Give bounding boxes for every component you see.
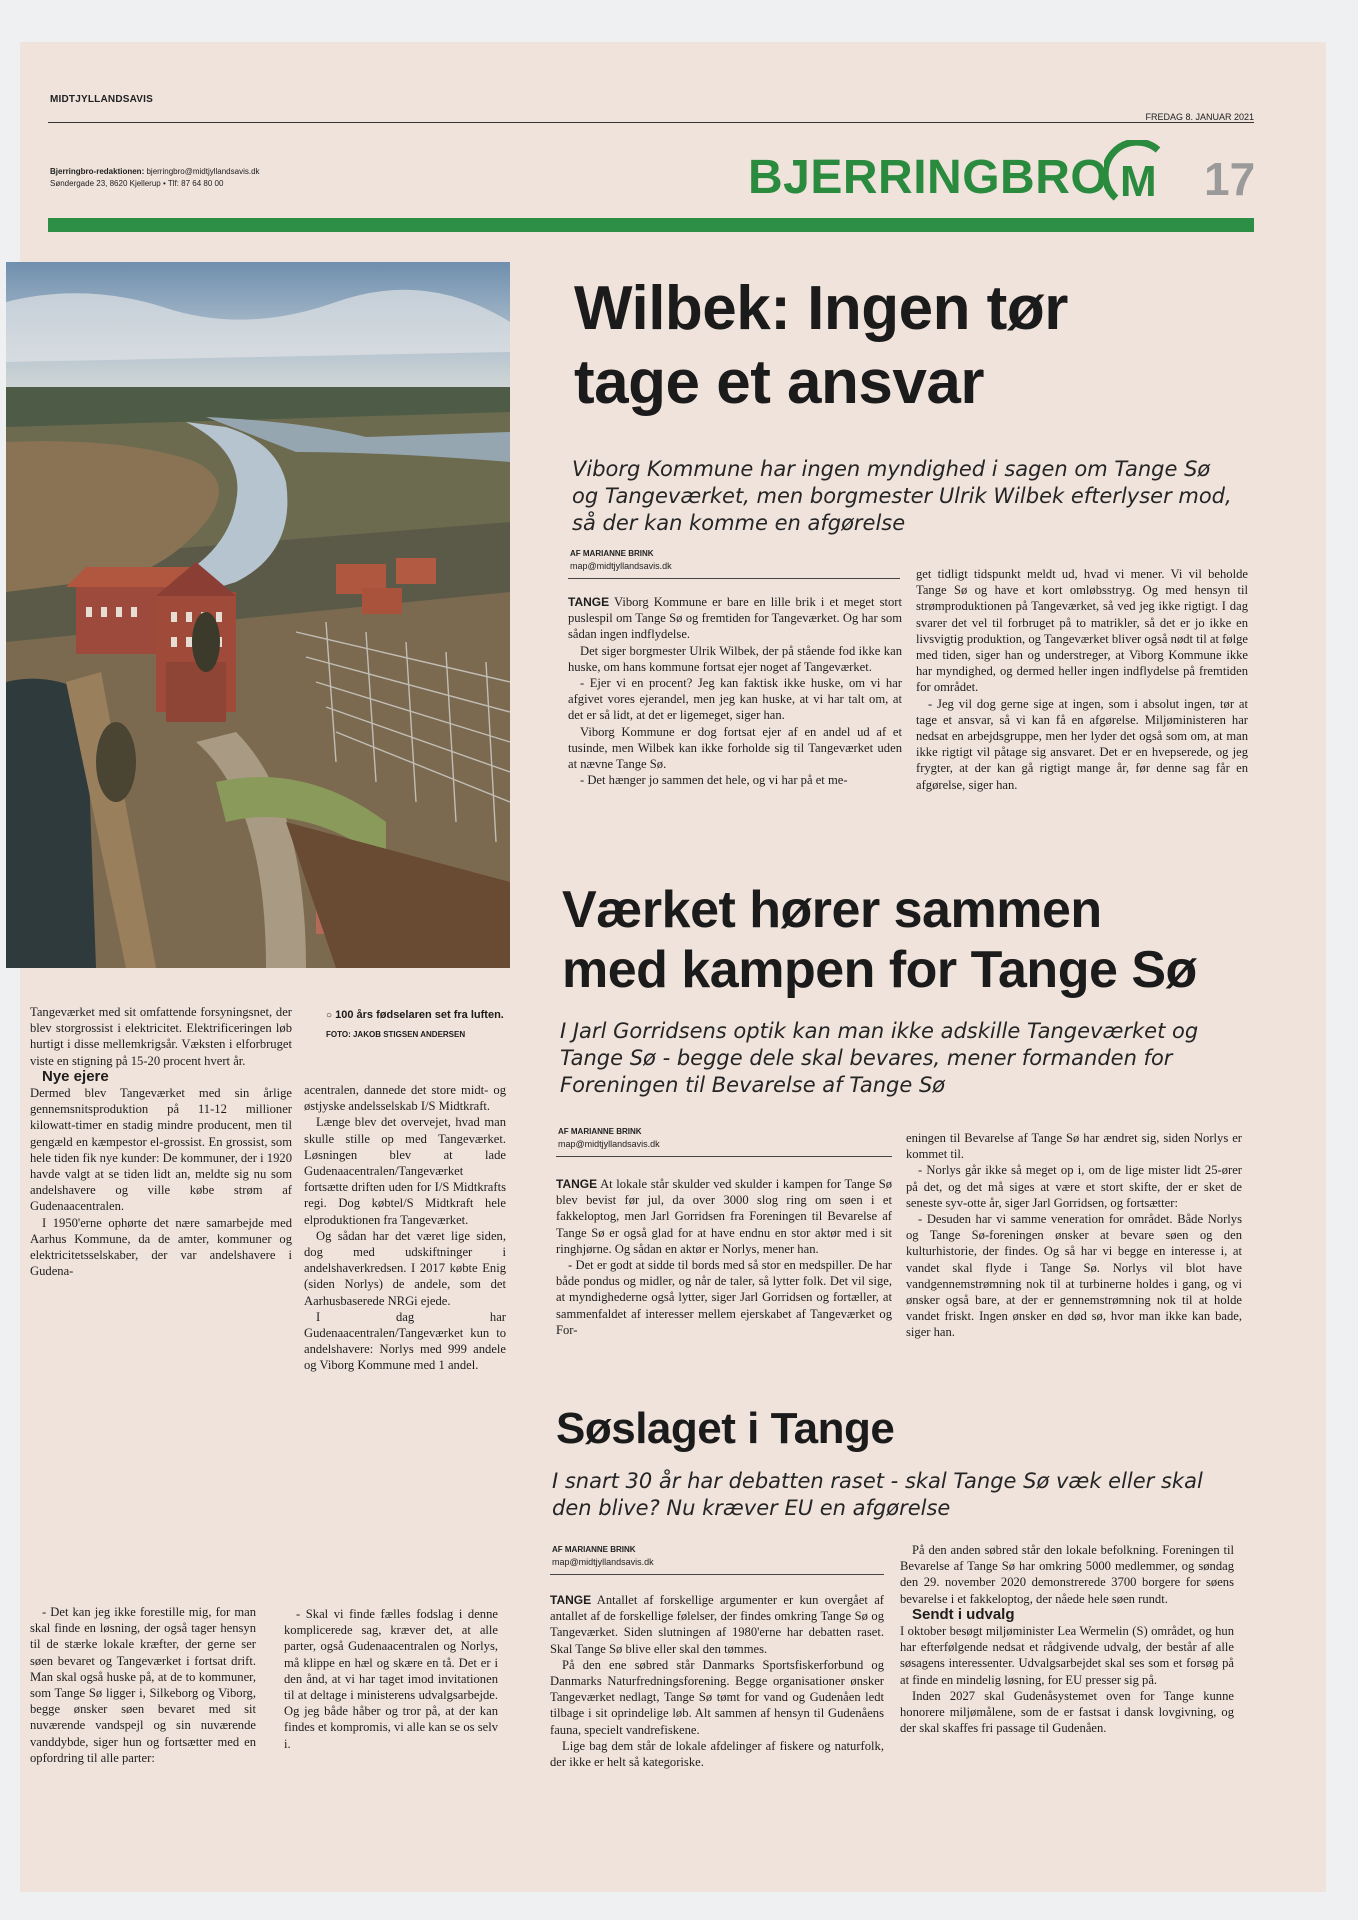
headline-soslaget: Søslaget i Tange [556, 1404, 895, 1453]
article-wilbek-col1 [568, 594, 902, 788]
paragraph: I oktober besøgt miljøminister Lea Wermelin (S) området, og hun har efterfølgende nedsat et rådgivende udvalg, der består af alle søsagens interessenter. Udvalgsarbejdet skal ses som et forsøg på at finde en mindelig løsning, for EU presser sig på. [900, 1624, 1234, 1687]
byline-rule [550, 1574, 884, 1575]
deck-soslaget: I snart 30 år har debatten raset - skal Tange Sø væk eller skal den blive? Nu kræver EU en afgørelse [552, 1469, 1203, 1520]
paragraph: Viborg Kommune er dog fortsat ejer af en andel ud af et tusinde, men Wilbek kan ikke forholde sig til Tangeværket uden at nævne Tange Sø. [568, 724, 902, 772]
top-rule [48, 122, 1254, 123]
midtjyllandsavis-logo-icon [1104, 140, 1170, 206]
byline-wilbek [570, 548, 672, 572]
paragraph: På den anden søbred står den lokale befolkning. Foreningen til Bevarelse af Tange Sø har omkring 5000 medlemmer, og søndag den 29. november 2020 demonstrerede 3700 borgere for søens bevarelse i et fakkeloptog, der nåede hele søen rundt. [900, 1543, 1234, 1606]
photo-caption [326, 1008, 506, 1042]
editorial-contact [50, 166, 260, 190]
paragraph: eningen til Bevarelse af Tange Sø har ændret sig, siden Norlys er kommet til. [906, 1131, 1242, 1162]
paragraph: - Norlys går ikke så meget op i, om de lige mister lidt 25-ører på det, og det må siges at være et stort skifte, der er sket de seneste syv-otte år, siger Jarl Gorridsen, og fortsætter: [906, 1163, 1242, 1210]
editorial-label: Bjerringbro-redaktionen: [50, 167, 145, 176]
subheading: Nye ejere [42, 1067, 109, 1085]
headline-vaerket [562, 880, 1242, 1000]
paragraph: I 1950'erne ophørte det nære samarbejde med Aarhus Kommune, da de amter, kommuner og elektricitetsselskaber, der var andelshavere i Gudena- [30, 1215, 292, 1279]
author-email: map@midtjyllandsavis.dk [552, 1557, 654, 1567]
subheading: Sendt i udvalg [912, 1605, 1015, 1623]
article-history-col2 [304, 1082, 506, 1374]
photo-credit: FOTO: JAKOB STIGSEN ANDERSEN [326, 1030, 466, 1039]
paragraph: At lokale står skulder ved skulder i kampen for Tange Sø blev bevist før jul, da over 3000 slog ring om søen i et fakkeloptog, men Jarl Gorridsen fra Foreningen til Bevarelse af Tange Sø er også glad for at have endnu en stor aktør med i sit ringhjørne. Og sådan en aktør er Norlys, mener han. [556, 1177, 892, 1256]
byline-rule [556, 1156, 892, 1157]
author: AF MARIANNE BRINK [558, 1127, 642, 1136]
section-bar [48, 218, 1254, 232]
paragraph: Viborg Kommune er bare en lille brik i et meget stort puslespil om Tange Sø og fremtiden for Tangeværket. Og har som sådan ingen indflydelse. [568, 595, 902, 642]
paragraph: - Det hænger jo sammen det hele, og vi har på et me- [580, 773, 848, 788]
editorial-address: Søndergade 23, 8620 Kjellerup • Tlf: 87 64 80 00 [50, 179, 224, 188]
paragraph: get tidligt tidspunkt meldt ud, hvad vi mener. Vi vil beholde Tange Sø og have et kort omløbsstryg. Og med hensyn til strømproduktionen på Tangeværket, så ved jeg ikke rigtigt. I dag svarer det vel til forbruget på to matrikler, så det er jo ikke en livsvigtig produktion, og Tangeværket bliver også nødt til at følge med tiden, siger han og understreger, at Viborg Kommune ikke har myndighed, og dermed heller ingen indflydelse på fremtiden for området. [916, 567, 1248, 695]
paragraph: - Ejer vi en procent? Jeg kan faktisk ikke huske, om vi har afgivet vores ejerandel, men jeg kan huske, at vi har talt om, at det er så lidt, at det er ligemeget, siger han. [568, 676, 902, 723]
paragraph: - Det kan jeg ikke forestille mig, for man skal finde en løsning, der også tager hensyn til de stærke lokale kræfter, der gerne ser søen bevaret og Tangeværket i fortsat drift. Man skal også huske på, at de to kommuner, som Tange Sø ligger i, Silkeborg og Viborg, begge ønsker søen bevaret med sit nuværende vandspejl og sin nuværende vanddybde, siger hun og fortsætter med en opfordring til alle parter: [30, 1605, 256, 1765]
paragraph: - Skal vi finde fælles fodslag i denne komplicerede sag, kræver det, at alle parter, også Gudenaacentralen og Norlys, må klippe en hæl og skære en tå. Det er i den ånd, at vi har taget imod invitationen til at deltage i ministerens udvalgsarbejde. Og jeg både håber og tror på, at der kan findes et kompromis, vi alle kan se os selv i. [284, 1607, 498, 1751]
headline-line: tage et ansvar [574, 348, 984, 417]
deck-vaerket: I Jarl Gorridsens optik kan man ikke adskille Tangeværket og Tange Sø - begge dele skal bevares, mener formanden for Foreningen til Bevarelse af Tange Sø [560, 1019, 1199, 1097]
paragraph: Og sådan har det været lige siden, dog med udskiftninger i andelshaverkredsen. I 2017 købte Enig (siden Norlys) de andele, som det Aarhusbaserede NRGi ejede. [304, 1228, 506, 1308]
caption-text: 100 års fødselaren set fra luften. [335, 1009, 504, 1021]
paragraph: - Det er godt at sidde til bords med så stor en medspiller. De har både pondus og midler, og når de taler, så lytter folk. Det vil sige, at myndighederne også lytter, siger Jarl Gorridsen og fortæller, at sammenfaldet af interesser mellem ejerskabet af Tangeværket og For- [556, 1258, 892, 1337]
svg-text:M: M [1120, 157, 1157, 206]
byline-soslaget [552, 1544, 654, 1568]
page-number: 17 [1204, 153, 1256, 205]
aerial-photo-tangevaerket [6, 262, 510, 968]
paragraph: - Jeg vil dog gerne sige at ingen, som i absolut ingen, tør at tage et ansvar, så vi kan få en afgørelse. Miljøministeren har nedsat en arbejdsgruppe, men her lyder det også som om, at man ikke rigtigt vil påtage sig ansvaret. Det er en hvepserede, og jeg frygter, at der kan gå rigtigt mange år, før denne sag får en afgørelse, siger han. [916, 696, 1248, 792]
dateline: TANGE [550, 1593, 592, 1607]
headline-line: Wilbek: Ingen tør [574, 274, 1068, 343]
article-history-col1 [30, 1004, 292, 1279]
author: AF MARIANNE BRINK [552, 1545, 636, 1554]
issue-date: FREDAG 8. JANUAR 2021 [1145, 112, 1254, 122]
dateline: TANGE [556, 1177, 598, 1191]
editorial-email: bjerringbro@midtjyllandsavis.dk [146, 167, 260, 176]
paragraph: Dermed blev Tangeværket med sin årlige gennemsnitsproduktion på 11-12 millioner kilowatt-timer en stadig mindre producent, men til gengæld en kæmpestor el-grossist. En grossist, som hele tiden fik nye kunder: De kommuner, der i 1920 havde valgt at se tiden lidt an, meldte sig nu som andelshavere og ville købe strøm af Gudenaacentralen. [30, 1086, 292, 1214]
paragraph: - Desuden har vi samme veneration for området. Både Norlys og Tange Sø-foreningen ønsker at bevare søen og den kulturhistorie, der findes. Og så har vi begge en interesse i, at vandet skal flyde i Tange Sø. Norlys vil blot have vandgennemstrømning nok til at turbinerne holdes i gang, og vi ønsker også bare, at der er gennemstrømning nok til at holde vandet friskt. Ingen ønsker en død sø, hvor man ikke kan bade, siger han. [906, 1212, 1242, 1340]
article-soslaget-col2 [900, 1542, 1234, 1736]
caption-bullet-icon: ○ [326, 1010, 333, 1021]
paragraph: På den ene søbred står Danmarks Sportsfiskerforbund og Danmarks Naturfredningsforening. Begge organisationer ønsker Tangeværket nedlagt, Tange Sø tømt for vand og Gudenåen ledt tilbage i sit oprindelige løb. Alt sammen af hensyn til Gudenåens fauna, specielt vandrefiskene. [550, 1657, 884, 1737]
paragraph: Antallet af forskellige argumenter er kun overgået af antallet af de forskellige følelser, der findes omkring Tange Sø og Tangeværket. Siden slutningen af 1980'erne har debatten raset. Skal Tange Sø blive eller skal den tømmes. [550, 1593, 884, 1656]
article-wilbek-col2 [916, 566, 1248, 793]
paragraph: Tangeværket med sit omfattende forsyningsnet, der blev storgrossist i elektricitet. Elektrificeringen løb hurtigt i disse mellemkrigsår. Væksten i elforbruget viste en stigning på 15-20 procent hvert år. [30, 1005, 292, 1068]
author-email: map@midtjyllandsavis.dk [558, 1139, 660, 1149]
article-continuation-col2 [284, 1606, 498, 1752]
dateline: TANGE [568, 595, 610, 609]
author-email: map@midtjyllandsavis.dk [570, 561, 672, 571]
article-vaerket-col2 [906, 1130, 1242, 1341]
author: AF MARIANNE BRINK [570, 549, 654, 558]
paragraph: acentralen, dannede det store midt- og østjyske andelsselskab I/S Midtkraft. [304, 1083, 506, 1114]
article-soslaget-col1 [550, 1592, 884, 1770]
paragraph: Inden 2027 skal Gudenåsystemet oven for Tange kunne honorere miljømålene, som de er fastsat i dansk lovgivning, og der skal skaffes fri passage til Gudenåen. [900, 1688, 1234, 1736]
paragraph: Det siger borgmester Ulrik Wilbek, der på stående fod ikke kan huske, om hans kommune fortsat ejer noget af Tangeværket. [568, 643, 902, 674]
newspaper-name: MIDTJYLLANDSAVIS [50, 94, 154, 105]
deck-wilbek: Viborg Kommune har ingen myndighed i sagen om Tange Sø og Tangeværket, men borgmester Ulrik Wilbek efterlyser mod, så der kan komme en afgørelse [572, 457, 1232, 535]
headline-wilbek [574, 272, 1234, 420]
section-title: BJERRINGBRO [748, 151, 1109, 204]
byline-rule [568, 578, 900, 579]
headline-line: med kampen for Tange Sø [562, 941, 1197, 999]
byline-vaerket [558, 1126, 660, 1150]
headline-line: Værket hører sammen [562, 881, 1102, 939]
paragraph: I dag har Gudenaacentralen/Tangeværket kun to andelshavere: Norlys med 999 andele og Viborg Kommune med 1 andel. [304, 1309, 506, 1373]
article-continuation-col1 [30, 1604, 256, 1766]
paragraph: Lige bag dem står de lokale afdelinger af fiskere og naturfolk, der ikke er helt så kategoriske. [550, 1738, 884, 1770]
article-vaerket-col1 [556, 1176, 892, 1338]
paragraph: Længe blev det overvejet, hvad man skulle stille op med Tangeværket. Løsningen blev at lade Gudenaacentralen/Tangeværket fortsætte driften uden for I/S Midtkrafts regi. Dog købtel/S Midtkraft hele elproduktionen fra Tangeværket. [304, 1115, 506, 1227]
